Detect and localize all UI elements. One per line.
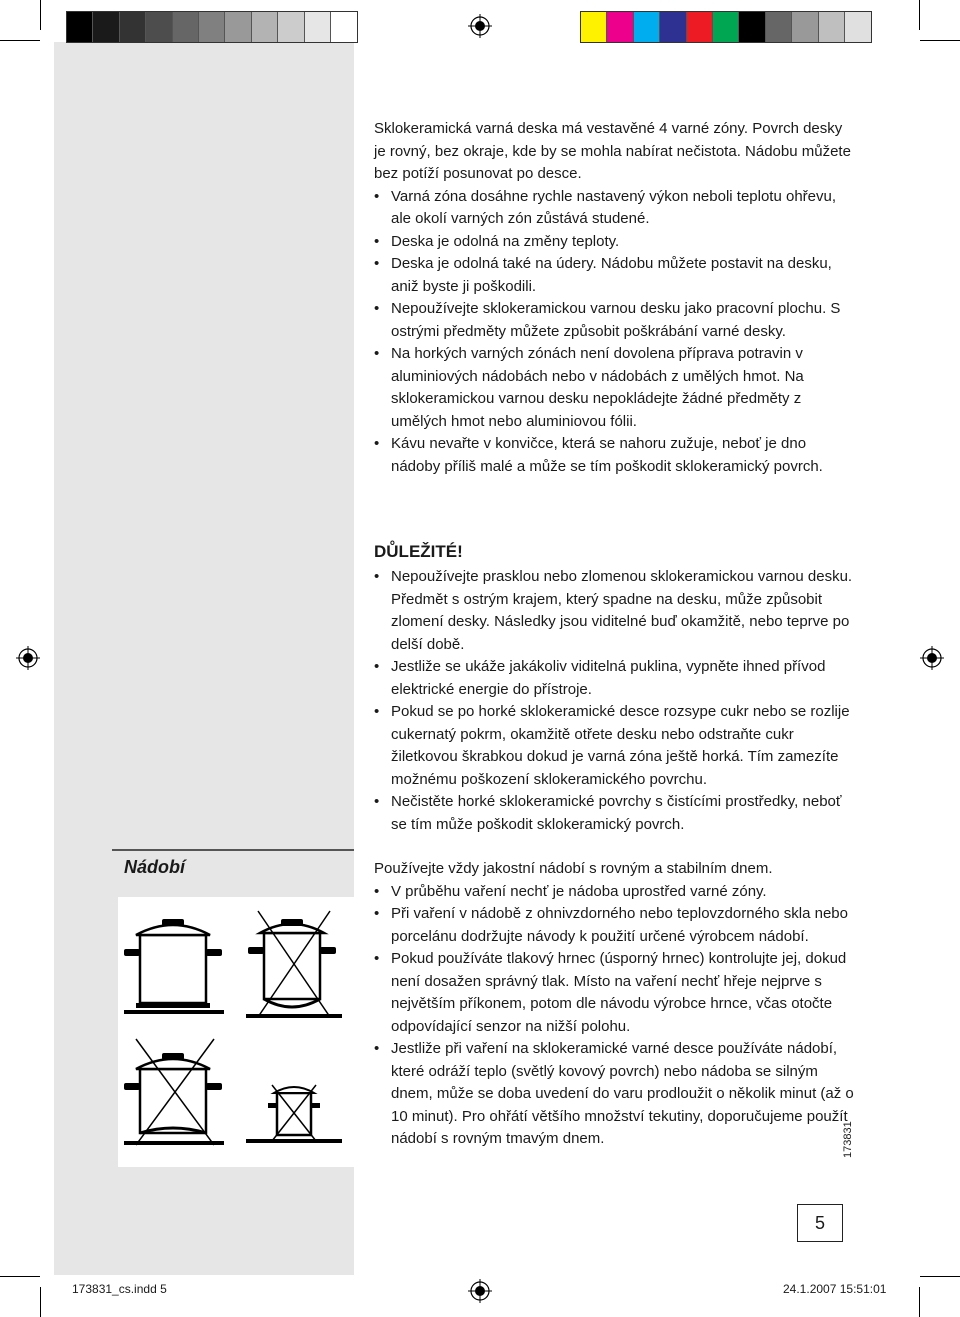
list-item: • Nepoužívejte sklokeramickou varnou desku jako pracovní plochu. S ostrými předměty můžete způsobit poškrábání varné desky. <box>374 298 854 343</box>
color-swatch <box>252 12 278 42</box>
page-number: 5 <box>797 1204 843 1242</box>
bullet-list <box>374 566 854 836</box>
color-swatch <box>660 12 686 42</box>
color-swatch <box>67 12 93 42</box>
color-swatch <box>93 12 119 42</box>
cookware-illustration <box>118 897 354 1167</box>
color-calibration-bar <box>580 11 872 43</box>
incorrect-small-pot-icon <box>246 1085 342 1143</box>
list-item: • Při vaření v nádobě z ohnivzdorného nebo teplovzdorného skla nebo porcelánu dodržujte návody k použití určené výrobcem nádobí. <box>374 903 854 948</box>
crop-mark <box>40 1287 41 1317</box>
crop-mark <box>919 1287 920 1317</box>
list-item: • Deska je odolná na změny teploty. <box>374 231 854 254</box>
list-item: • V průběhu vaření nechť je nádoba uprostřed varné zóny. <box>374 881 854 904</box>
footer-datetime: 24.1.2007 15:51:01 <box>783 1282 887 1296</box>
color-swatch <box>146 12 172 42</box>
list-item: • Pokud používáte tlakový hrnec (úsporný hrnec) kontrolujte jej, dokud není dosažen správný tlak. Místo na vaření nechť hřeje nejprve s největším příkonem, potom dle návodu výrobce hrnce, včas otočte odpovídající senzor na nižší polohu. <box>374 948 854 1038</box>
intro-paragraph: Sklokeramická varná deska má vestavěné 4 varné zóny. Povrch desky je rovný, bez okraje, kde by se mohla nabírat nečistota. Nádobu můžete bez potíží posunovat po desce. <box>374 120 851 182</box>
registration-mark-icon <box>468 14 492 38</box>
registration-mark-icon <box>468 1279 492 1303</box>
color-swatch <box>331 12 357 42</box>
bullet-list <box>374 186 854 479</box>
list-item: • Nepoužívejte prasklou nebo zlomenou sklokeramickou varnou desku. Předmět s ostrým krajem, který spadne na desku, může způsobit zlomení desky. Následky jsou viditelné buď okamžitě, nebo teprve po delší době. <box>374 566 854 656</box>
grayscale-calibration-bar <box>66 11 358 43</box>
section-divider <box>112 849 354 851</box>
incorrect-pot-icon <box>124 1039 224 1145</box>
color-swatch <box>607 12 633 42</box>
crop-mark <box>919 0 920 30</box>
list-item: • Na horkých varných zónách není dovolena příprava potravin v aluminiových nádobách nebo v nádobách z umělých hmot. Na sklokeramickou varnou desku nepokládejte žádné předměty z umělých hmot nebo aluminiovou fólii. <box>374 343 854 433</box>
color-swatch <box>225 12 251 42</box>
section-glass-ceramic <box>374 118 854 478</box>
crop-mark <box>920 40 960 41</box>
color-swatch <box>120 12 146 42</box>
intro-paragraph: Používejte vždy jakostní nádobí s rovným a stabilním dnem. <box>374 860 773 877</box>
list-item: • Jestliže při vaření na sklokeramické varné desce používáte nádobí, které odráží teplo (světlý kovový povrch) nebo nádoba se silným dnem, může se doba uvedení do varu prodloužit o několik minut (až o 10 minut). Pro ohřátí většího množství tekutiny, doporučujeme použít nádobí s rovným tmavým dnem. <box>374 1038 854 1151</box>
color-swatch <box>766 12 792 42</box>
color-swatch <box>199 12 225 42</box>
list-item: • Kávu nevařte v konvičce, která se nahoru zužuje, neboť je dno nádoby příliš malé a může se tím poškodit sklokeramický povrch. <box>374 433 854 478</box>
color-swatch <box>173 12 199 42</box>
color-swatch <box>305 12 331 42</box>
list-item: • Jestliže se ukáže jakákoliv viditelná puklina, vypněte ihned přívod elektrické energie do přístroje. <box>374 656 854 701</box>
section-cookware <box>374 858 854 1151</box>
color-swatch <box>634 12 660 42</box>
section-important <box>374 566 854 836</box>
crop-mark <box>40 0 41 30</box>
crop-mark <box>920 1276 960 1277</box>
color-swatch <box>845 12 871 42</box>
color-swatch <box>687 12 713 42</box>
important-heading: DŮLEŽITÉ! <box>374 542 463 561</box>
registration-mark-icon <box>920 646 944 670</box>
color-swatch <box>739 12 765 42</box>
incorrect-pot-icon <box>246 911 342 1018</box>
list-item: • Varná zóna dosáhne rychle nastavený výkon neboli teplotu ohřevu, ale okolí varných zón zůstává studené. <box>374 186 854 231</box>
registration-mark-icon <box>16 646 40 670</box>
color-swatch <box>278 12 304 42</box>
list-item: • Nečistěte horké sklokeramické povrchy s čistícími prostředky, neboť se tím může poškodit sklokeramický povrch. <box>374 791 854 836</box>
list-item: • Pokud se po horké sklokeramické desce rozsype cukr nebo se rozlije cukernatý pokrm, okamžitě otřete desku nebo odstraňte cukr žiletkovou škrabkou dokud je varná zóna ještě horká. Tím zamezíte možnému poškození sklokeramického povrchu. <box>374 701 854 791</box>
crop-mark <box>0 40 40 41</box>
color-swatch <box>792 12 818 42</box>
color-swatch <box>819 12 845 42</box>
color-swatch <box>581 12 607 42</box>
color-swatch <box>713 12 739 42</box>
list-item: • Deska je odolná také na údery. Nádobu můžete postavit na desku, aniž byste ji poškodili. <box>374 253 854 298</box>
footer-file-name: 173831_cs.indd 5 <box>72 1282 167 1296</box>
correct-pot-icon <box>124 919 224 1014</box>
crop-mark <box>0 1276 40 1277</box>
bullet-list <box>374 881 854 1151</box>
cookware-side-heading: Nádobí <box>124 857 185 877</box>
document-id: 173831 <box>842 1121 854 1158</box>
